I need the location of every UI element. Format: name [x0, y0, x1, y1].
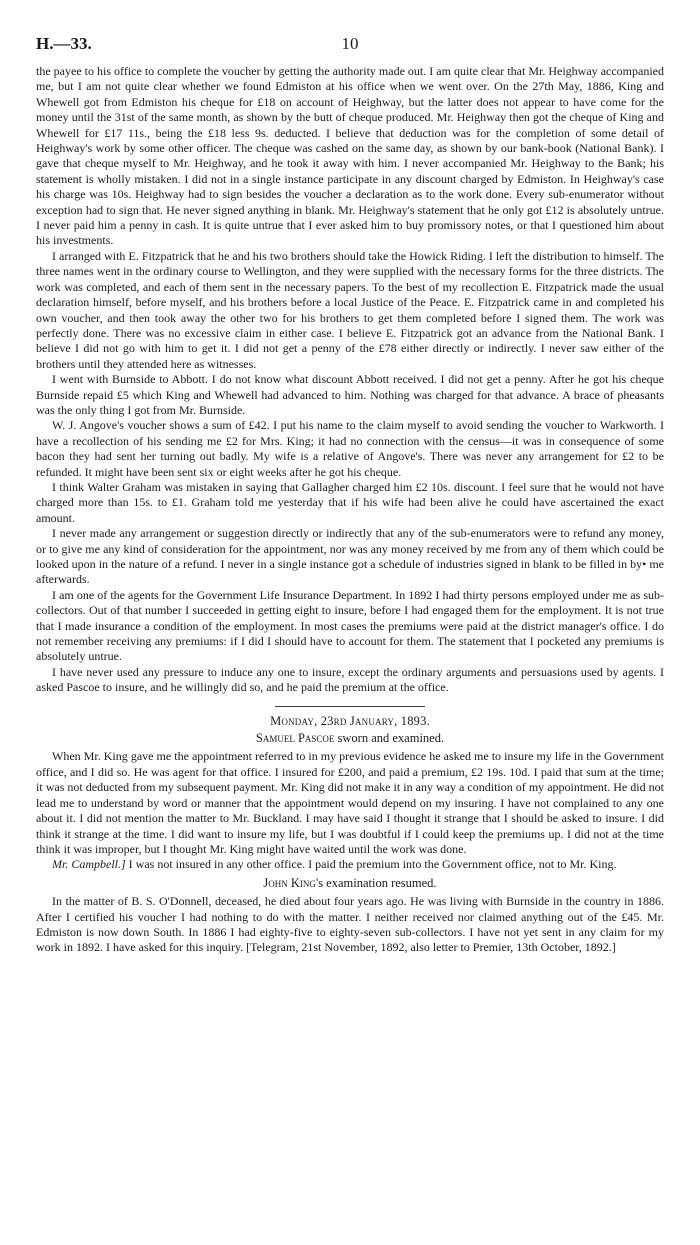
paragraph: I have never used any pressure to induce any one to insure, except the ordinary arguments and persuasions used by agents. I asked Pascoe to insure, and he willingly did so, and he paid the premium at the office.	[36, 664, 664, 695]
paragraph: I went with Burnside to Abbott. I do not know what discount Abbott received. I did not get a penny. After he got his cheque Burnside repaid £5 which King and Whewell had advanced to him. Nothing was charged for that advance. A brace of pheasants was the only thing I got from Mr. Burnside.	[36, 372, 664, 417]
paragraph: W. J. Angove's voucher shows a sum of £42. I put his name to the claim myself to avoid sending the voucher to Warkworth. I have a recollection of his sending me £2 for Mrs. King; it had no connection with the census—it was in consequence of some bacon they had sent her turning out badly. My wife is a relative of Angove's. There was never any arrangement for £2 to be refunded. It might have been sent six or eight weeks after he got his cheque.	[36, 418, 664, 479]
document-body	[36, 64, 664, 956]
speaker-label: Mr. Campbell.]	[52, 857, 126, 872]
paragraph: I think Walter Graham was mistaken in saying that Gallagher charged him £2 10s. discount. I feel sure that he would not have charged more than 15s. to £1. Graham told me yesterday that if his wife had been alive he could have ascertained the exact amount.	[36, 479, 664, 525]
paragraph: I am one of the agents for the Government Life Insurance Department. In 1892 I had thirty persons employed under me as sub-collectors. Out of that number I succeeded in getting eight to insure, before I had engaged them for the employment. It is not true that I made insurance a condition of the employment. In most cases the premiums were paid at the district manager's office. I do not remember receiving any premiums: if I did I should have to account for them. The statement that I pocketed any premiums is absolutely untrue.	[36, 587, 664, 664]
examinee-name: John King	[263, 875, 316, 890]
witness-status: sworn and examined.	[334, 731, 445, 746]
paragraph-text: I was not insured in any other office. I paid the premium into the Government office, not to Mr. King.	[125, 857, 617, 872]
witness-name: Samuel Pascoe	[255, 731, 335, 746]
paragraph: I never made any arrangement or suggestion directly or indirectly that any of the sub-enumerators were to refund any money, or to give me any kind of consideration for the appointment, nor was any money received by me from any of them which could be looked upon in the nature of a refund. I never in a single instance got a schedule of industries signed in blank to be filled in by• me afterwards.	[36, 526, 664, 587]
paragraph: When Mr. King gave me the appointment referred to in my previous evidence he asked me to insure my life in the Government office, and I did so. He was agent for that office. I insured for £200, and paid a premium, £2 19s. 10d. I paid that sum at the time; it was not deducted from my subsequent payment. Mr. King did not make it in any way a condition of my appointment. He did not lead me to understand by word or manner that the appointment would depend on my insuring. I have not complained to any one about it. I did not mention the matter to Mr. Buckland. I may have said I thought it strange that I should be asked to insure. I did think it strange at the time. I did want to insure my life, but I was doubtful if I could keep the premiums up. I did not at the time think it was improper, but I thought Mr. King might have waited until the work was done.	[36, 749, 664, 856]
examination-status: 's examination resumed.	[315, 875, 437, 890]
paragraph: In the matter of B. S. O'Donnell, deceased, he died about four years ago. He was living with Burnside in the country in 1886. After I certified his voucher I had nothing to do with the matter. I neither received nor claimed anything out of the £45. Mr. Edmiston is now down South. In 1886 I had eighty-five to eighty-seven sub-collectors. I have not yet sent in any claim for my work in 1892. I have asked for this inquiry. [Telegram, 21st November, 1892, also letter to Premier, 13th October, 1892.]	[36, 894, 664, 955]
witness-heading	[36, 731, 664, 746]
date-heading: Monday, 23rd January, 1893.	[270, 713, 430, 728]
page-header	[36, 34, 664, 56]
examination-heading	[36, 876, 664, 891]
section-divider	[275, 706, 425, 707]
paragraph: I arranged with E. Fitzpatrick that he and his two brothers should take the Howick Riding. I left the distribution to himself. The three names went in the ordinary course to Wellington, and they were supplied with the necessary forms for the three districts. The work was completed, and each of them sent in the necessary papers. To the best of my recollection E. Fitzpatrick made the usual declaration himself, before myself, and his brothers before a local Justice of the Peace. E. Fitzpatrick came in and completed his own voucher, and then took away the other two for his brothers to get them completed before I signed them. The work was perfectly done. There was no excessive claim in either case. I believe E. Fitzpatrick got an advance from the National Bank. I believe I did not go with him to get it. I did not get a penny of the £78 either directly or indirectly. I never saw either of the brothers until they attended here as witnesses.	[36, 248, 664, 371]
paragraph: the payee to his office to complete the voucher by getting the authority made out. I am quite clear that Mr. Heighway accompanied me, but I am not quite clear whether we found Edmiston at his office when we went over. On the 27th May, 1886, King and Whewell got from Edmiston his cheque for £18 on account of Heighway, but the latter does not appear to have come for the money until the 31st of the same month, as shown by the butt of cheque produced. Mr. Heighway then got the cheque of King and Whewell for £17 11s., being the £18 less 9s. deducted. I believe that deduction was for the completion of some detail of Heighway's work by some other officer. The cheque was cashed on the same day, as shown by our bank-book (National Bank). I gave that cheque myself to Mr. Heighway, and he took it away with him. I never accompanied Mr. Heighway to the Bank; his statement is wholly mistaken. I did not in a single instance participate in any discount charged by Edmiston. In Heighway's case his charge was 10s. Heighway had to sign besides the voucher a declaration as to the work done. Every sub-enumerator without exception had to sign that. He never signed anything in blank. Mr. Heighway's statement that he only got £12 is absolutely untrue. I never paid him a penny in cash. It is quite untrue that I ever asked him to buy promissory notes, or that I questioned him about his investments.	[36, 64, 664, 248]
paragraph	[36, 857, 664, 872]
page-number: 10	[341, 34, 359, 53]
document-reference: H.—33.	[36, 34, 92, 53]
